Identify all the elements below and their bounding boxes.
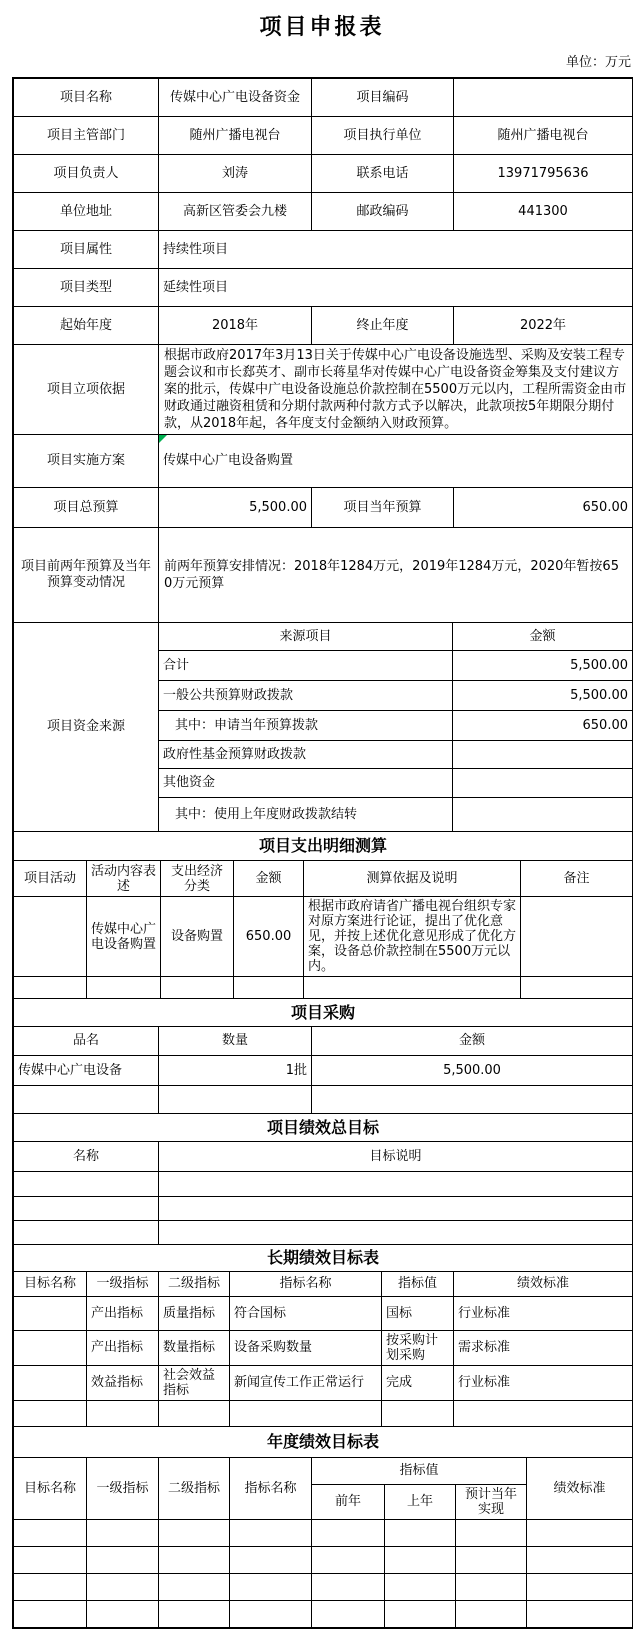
- funding-source-cell: 一般公共预算财政拨款: [159, 681, 453, 711]
- table-row: [14, 1027, 633, 1056]
- funding-source-header: 来源项目: [159, 623, 453, 651]
- longterm-header-value: 指标值: [382, 1272, 454, 1297]
- page-title: 项目申报表: [259, 15, 385, 40]
- table-row: [14, 269, 633, 307]
- table-row: [14, 155, 633, 193]
- longterm-goal-table: [13, 1244, 633, 1427]
- annual-name-cell: [230, 1520, 312, 1547]
- plan-value: [159, 435, 633, 488]
- overall-goal-header-desc: 目标说明: [159, 1142, 633, 1172]
- expense-header-category: 支出经济分类: [161, 861, 234, 897]
- annual-current-cell: [456, 1547, 527, 1574]
- phone-value: 13971795636: [454, 155, 633, 193]
- table-row: [14, 435, 633, 488]
- procurement-amount-cell: 5,500.00: [312, 1056, 633, 1086]
- funding-source-cell: 其中：申请当年预算拨款: [159, 711, 453, 741]
- table-row: [14, 1427, 633, 1458]
- procurement-header-name: 品名: [14, 1027, 159, 1056]
- procurement-name-cell: 传媒中心广电设备: [14, 1056, 159, 1086]
- annual-l1-cell: [87, 1601, 159, 1628]
- annual-section-title: 年度绩效目标表: [14, 1427, 633, 1458]
- funding-amount-cell: [453, 741, 633, 769]
- unit-note: 单位：万元: [565, 54, 631, 70]
- annual-current-cell: [456, 1574, 527, 1601]
- leader-label: 项目负责人: [14, 155, 159, 193]
- table-row: [14, 488, 633, 528]
- current-budget-label: 项目当年预算: [312, 488, 454, 528]
- table-row: [14, 1272, 633, 1297]
- expense-category-cell: 设备购置: [161, 897, 234, 977]
- project-application-page: [0, 14, 644, 1629]
- longterm-l2-cell: 数量指标: [159, 1331, 230, 1366]
- table-row: [14, 1142, 633, 1172]
- expense-header-basis: 测算依据及说明: [304, 861, 521, 897]
- annual-header-prev2: 前年: [312, 1485, 385, 1520]
- longterm-standard-cell: 行业标准: [454, 1297, 633, 1331]
- expense-detail-table: [13, 831, 633, 999]
- longterm-standard-cell: 行业标准: [454, 1366, 633, 1401]
- funding-label: 项目资金来源: [14, 623, 159, 832]
- funding-amount-cell: 5,500.00: [453, 651, 633, 681]
- overall-goal-desc-cell: [159, 1197, 633, 1221]
- table-row: [14, 1458, 633, 1485]
- annual-goal-table: [13, 1426, 633, 1628]
- funding-amount-header: 金额: [453, 623, 633, 651]
- overall-goal-name-cell: [14, 1197, 159, 1221]
- plan-value-text: 传媒中心广电设备购置: [163, 453, 294, 469]
- attribute-value: 持续性项目: [159, 231, 633, 269]
- annual-header-l1: 一级指标: [87, 1458, 159, 1520]
- start-year-value: 2018年: [159, 307, 312, 345]
- annual-row: [14, 1547, 633, 1574]
- annual-l1-cell: [87, 1574, 159, 1601]
- table-row: [14, 1245, 633, 1272]
- expense-section-title: 项目支出明细测算: [14, 832, 633, 861]
- annual-prev1-cell: [385, 1520, 456, 1547]
- longterm-goal-cell: [14, 1366, 87, 1401]
- expense-row: [14, 897, 633, 977]
- longterm-name-cell: 设备采购数量: [230, 1331, 382, 1366]
- annual-header-value-group: 指标值: [312, 1458, 527, 1485]
- type-label: 项目类型: [14, 269, 159, 307]
- longterm-l2-cell: 社会效益指标: [159, 1366, 230, 1401]
- annual-prev2-cell: [312, 1547, 385, 1574]
- annual-standard-cell: [527, 1520, 633, 1547]
- dept-label: 项目主管部门: [14, 117, 159, 155]
- table-row: [14, 999, 633, 1027]
- type-value: 延续性项目: [159, 269, 633, 307]
- funding-source-cell: 合计: [159, 651, 453, 681]
- procurement-amount-cell: [312, 1086, 633, 1114]
- overall-goal-desc-cell: [159, 1172, 633, 1197]
- total-budget-value: 5,500.00: [159, 488, 312, 528]
- expense-content-cell: 传媒中心广电设备购置: [87, 897, 161, 977]
- expense-row: [14, 977, 633, 999]
- annual-name-cell: [230, 1601, 312, 1628]
- longterm-l2-cell: 质量指标: [159, 1297, 230, 1331]
- expense-amount-cell: 650.00: [234, 897, 304, 977]
- expense-header-activity: 项目活动: [14, 861, 87, 897]
- cell-comment-flag-icon: [159, 435, 167, 443]
- funding-amount-cell: [453, 798, 633, 832]
- executor-value: 随州广播电视台: [454, 117, 633, 155]
- overall-goal-header-name: 名称: [14, 1142, 159, 1172]
- overall-goal-row: [14, 1197, 633, 1221]
- longterm-header-name: 指标名称: [230, 1272, 382, 1297]
- longterm-l1-cell: 效益指标: [87, 1366, 159, 1401]
- annual-goal-cell: [14, 1574, 87, 1601]
- overall-goal-section-title: 项目绩效总目标: [14, 1114, 633, 1142]
- annual-standard-cell: [527, 1601, 633, 1628]
- overall-goal-row: [14, 1172, 633, 1197]
- project-code-value: [454, 79, 633, 117]
- annual-l1-cell: [87, 1520, 159, 1547]
- table-row: [14, 307, 633, 345]
- longterm-goal-cell: [14, 1297, 87, 1331]
- expense-amount-cell: [234, 977, 304, 999]
- table-row: [14, 861, 633, 897]
- longterm-goal-cell: [14, 1401, 87, 1427]
- leader-value: 刘涛: [159, 155, 312, 193]
- table-row: [14, 231, 633, 269]
- longterm-value-cell: 按采购计划采购: [382, 1331, 454, 1366]
- procurement-qty-cell: 1批: [159, 1056, 312, 1086]
- annual-prev2-cell: [312, 1601, 385, 1628]
- basis-value: 根据市政府2017年3月13日关于传媒中心广电设备设施选型、采购及安装工程专题会议和市长郄英才、副市长蒋星华对传媒中心广电设备资金筹集及支付建议方案的批示，传媒中广电设备设施总价款控制在5500万元以内，工程所需资金由市财政通过融资租赁和分期付款两种付款方式予以解决，此款项按5年期限分期付款，从2018年起，各年度支付金额纳入财政预算。: [159, 345, 633, 435]
- overall-goal-name-cell: [14, 1172, 159, 1197]
- longterm-standard-cell: 需求标准: [454, 1331, 633, 1366]
- zipcode-label: 邮政编码: [312, 193, 454, 231]
- expense-note-cell: [521, 977, 633, 999]
- annual-header-prev1: 上年: [385, 1485, 456, 1520]
- annual-row: [14, 1574, 633, 1601]
- annual-name-cell: [230, 1547, 312, 1574]
- annual-l1-cell: [87, 1547, 159, 1574]
- annual-row: [14, 1520, 633, 1547]
- longterm-name-cell: [230, 1401, 382, 1427]
- address-label: 单位地址: [14, 193, 159, 231]
- longterm-row: [14, 1331, 633, 1366]
- prev-budget-value: 前两年预算安排情况：2018年1284万元，2019年1284万元，2020年暂按650万元预算: [159, 528, 633, 623]
- application-form: [12, 77, 633, 1629]
- expense-note-cell: [521, 897, 633, 977]
- annual-header-standard: 绩效标准: [527, 1458, 633, 1520]
- table-row: [14, 528, 633, 623]
- plan-label: 项目实施方案: [14, 435, 159, 488]
- funding-amount-cell: [453, 769, 633, 798]
- phone-label: 联系电话: [312, 155, 454, 193]
- annual-current-cell: [456, 1601, 527, 1628]
- expense-category-cell: [161, 977, 234, 999]
- annual-goal-cell: [14, 1547, 87, 1574]
- procurement-header-qty: 数量: [159, 1027, 312, 1056]
- longterm-row: [14, 1297, 633, 1331]
- overall-goal-table: [13, 1113, 633, 1245]
- annual-header-current: 预计当年实现: [456, 1485, 527, 1520]
- project-name-label: 项目名称: [14, 79, 159, 117]
- annual-prev1-cell: [385, 1547, 456, 1574]
- procurement-name-cell: [14, 1086, 159, 1114]
- annual-goal-cell: [14, 1601, 87, 1628]
- annual-prev1-cell: [385, 1601, 456, 1628]
- annual-l2-cell: [159, 1574, 230, 1601]
- annual-goal-cell: [14, 1520, 87, 1547]
- annual-name-cell: [230, 1574, 312, 1601]
- expense-header-note: 备注: [521, 861, 633, 897]
- annual-prev1-cell: [385, 1574, 456, 1601]
- annual-l2-cell: [159, 1601, 230, 1628]
- longterm-goal-cell: [14, 1331, 87, 1366]
- annual-standard-cell: [527, 1574, 633, 1601]
- annual-header-l2: 二级指标: [159, 1458, 230, 1520]
- procurement-row: [14, 1086, 633, 1114]
- table-row: [14, 1114, 633, 1142]
- executor-label: 项目执行单位: [312, 117, 454, 155]
- funding-amount-cell: 5,500.00: [453, 681, 633, 711]
- end-year-label: 终止年度: [312, 307, 454, 345]
- procurement-row: [14, 1056, 633, 1086]
- zipcode-value: 441300: [454, 193, 633, 231]
- longterm-section-title: 长期绩效目标表: [14, 1245, 633, 1272]
- longterm-value-cell: [382, 1401, 454, 1427]
- longterm-header-goal: 目标名称: [14, 1272, 87, 1297]
- funding-source-cell: 其中：使用上年度财政拨款结转: [159, 798, 453, 832]
- current-budget-value: 650.00: [454, 488, 633, 528]
- longterm-l1-cell: 产出指标: [87, 1297, 159, 1331]
- project-name-value: 传媒中心广电设备资金: [159, 79, 312, 117]
- attribute-label: 项目属性: [14, 231, 159, 269]
- longterm-header-l1: 一级指标: [87, 1272, 159, 1297]
- funding-amount-cell: 650.00: [453, 711, 633, 741]
- longterm-header-standard: 绩效标准: [454, 1272, 633, 1297]
- funding-source-cell: 政府性基金预算财政拨款: [159, 741, 453, 769]
- basis-label: 项目立项依据: [14, 345, 159, 435]
- longterm-l2-cell: [159, 1401, 230, 1427]
- longterm-value-cell: 完成: [382, 1366, 454, 1401]
- start-year-label: 起始年度: [14, 307, 159, 345]
- expense-basis-cell: 根据市政府请省广播电视台组织专家对原方案进行论证，提出了优化意见，并按上述优化意见形成了优化方案，设备总价款控制在5500万元以内。: [304, 897, 521, 977]
- longterm-name-cell: 符合国标: [230, 1297, 382, 1331]
- overall-goal-row: [14, 1221, 633, 1245]
- overall-goal-name-cell: [14, 1221, 159, 1245]
- procurement-section-title: 项目采购: [14, 999, 633, 1027]
- table-row: [14, 832, 633, 861]
- longterm-l1-cell: [87, 1401, 159, 1427]
- longterm-name-cell: 新闻宣传工作正常运行: [230, 1366, 382, 1401]
- longterm-header-l2: 二级指标: [159, 1272, 230, 1297]
- annual-header-goal: 目标名称: [14, 1458, 87, 1520]
- procurement-table: [13, 998, 633, 1114]
- longterm-value-cell: 国标: [382, 1297, 454, 1331]
- longterm-l1-cell: 产出指标: [87, 1331, 159, 1366]
- annual-prev2-cell: [312, 1520, 385, 1547]
- annual-current-cell: [456, 1520, 527, 1547]
- expense-header-amount: 金额: [234, 861, 304, 897]
- table-row: [14, 345, 633, 435]
- longterm-standard-cell: [454, 1401, 633, 1427]
- table-row: [14, 623, 633, 651]
- project-code-label: 项目编码: [312, 79, 454, 117]
- annual-l2-cell: [159, 1547, 230, 1574]
- procurement-header-amount: 金额: [312, 1027, 633, 1056]
- annual-row: [14, 1601, 633, 1628]
- procurement-qty-cell: [159, 1086, 312, 1114]
- annual-prev2-cell: [312, 1574, 385, 1601]
- expense-content-cell: [87, 977, 161, 999]
- total-budget-label: 项目总预算: [14, 488, 159, 528]
- annual-header-name: 指标名称: [230, 1458, 312, 1520]
- annual-standard-cell: [527, 1547, 633, 1574]
- table-row: [14, 79, 633, 117]
- expense-basis-cell: [304, 977, 521, 999]
- expense-activity-cell: [14, 977, 87, 999]
- longterm-row: [14, 1366, 633, 1401]
- table-row: [14, 117, 633, 155]
- dept-value: 随州广播电视台: [159, 117, 312, 155]
- overall-goal-desc-cell: [159, 1221, 633, 1245]
- expense-activity-cell: [14, 897, 87, 977]
- end-year-value: 2022年: [454, 307, 633, 345]
- annual-l2-cell: [159, 1520, 230, 1547]
- funding-source-table: [13, 622, 633, 832]
- table-row: [14, 193, 633, 231]
- address-value: 高新区管委会九楼: [159, 193, 312, 231]
- longterm-row: [14, 1401, 633, 1427]
- funding-source-cell: 其他资金: [159, 769, 453, 798]
- expense-header-content: 活动内容表述: [87, 861, 161, 897]
- basic-info-table: [13, 78, 633, 623]
- prev-budget-label: 项目前两年预算及当年预算变动情况: [14, 528, 159, 623]
